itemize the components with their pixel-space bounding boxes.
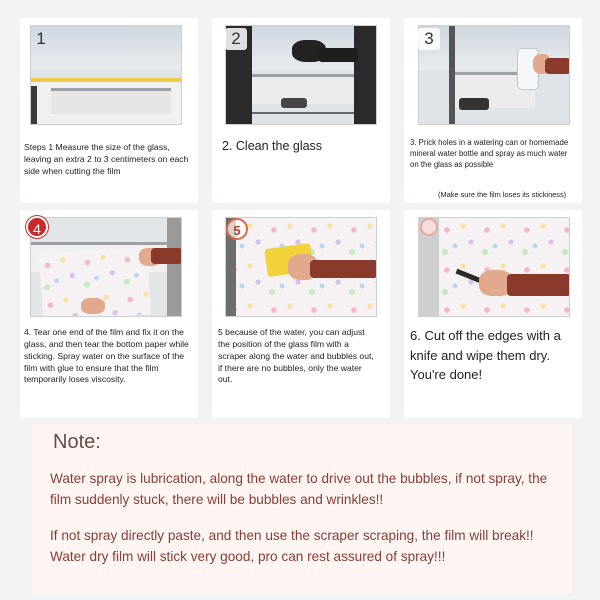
step-2-photo bbox=[225, 25, 377, 125]
note-title: Note: bbox=[53, 431, 101, 453]
step-4-badge: 4 bbox=[26, 216, 48, 238]
step-3-subnote: (Make sure the film loses its stickiness) bbox=[438, 190, 567, 199]
step-2-badge: 2 bbox=[225, 28, 247, 50]
step-6-caption: 6. Cut off the edges with a knife and wipe them dry. You're done! bbox=[410, 328, 561, 382]
note-paragraph-1: Water spray is lubrication, along the water to drive out the bubbles, if not spray, the film suddenly stuck, there will be bubbles and wrinkles!! bbox=[50, 471, 548, 507]
step-6-photo bbox=[418, 217, 570, 317]
step-1-photo bbox=[30, 25, 182, 125]
step-4-caption: 4. Tear one end of the film and fix it on the glass, and then tear the bottom paper while sticking. Spray water on the surface of the film with glue to ensure that the film temporarily loses viscosity. bbox=[24, 327, 189, 385]
step-6-badge bbox=[420, 218, 438, 236]
step-4-photo bbox=[30, 217, 182, 317]
step-1-badge: 1 bbox=[36, 29, 46, 48]
step-5-photo bbox=[225, 217, 377, 317]
step-1-caption: Steps 1 Measure the size of the glass, leaving an extra 2 to 3 centimeters on each side when cutting the film bbox=[24, 142, 189, 176]
step-2-caption: 2. Clean the glass bbox=[222, 139, 323, 153]
step-3-badge: 3 bbox=[418, 28, 440, 50]
step-5-badge: 5 bbox=[226, 218, 248, 240]
step-3-photo bbox=[418, 25, 570, 125]
step-5-caption: 5 because of the water, you can adjust the position of the glass film with a scraper along the water and bubbles out, if there are no bubbles, only the water out. bbox=[218, 327, 374, 385]
step-3-caption: 3. Prick holes in a watering can or homemade mineral water bottle and spray as much water on the glass as possible bbox=[410, 138, 569, 169]
note-paragraph-2: If not spray directly paste, and then use the scraper scraping, the film will break!! Water dry film will stick very good, pro can rest assured of spray!!! bbox=[50, 528, 534, 564]
